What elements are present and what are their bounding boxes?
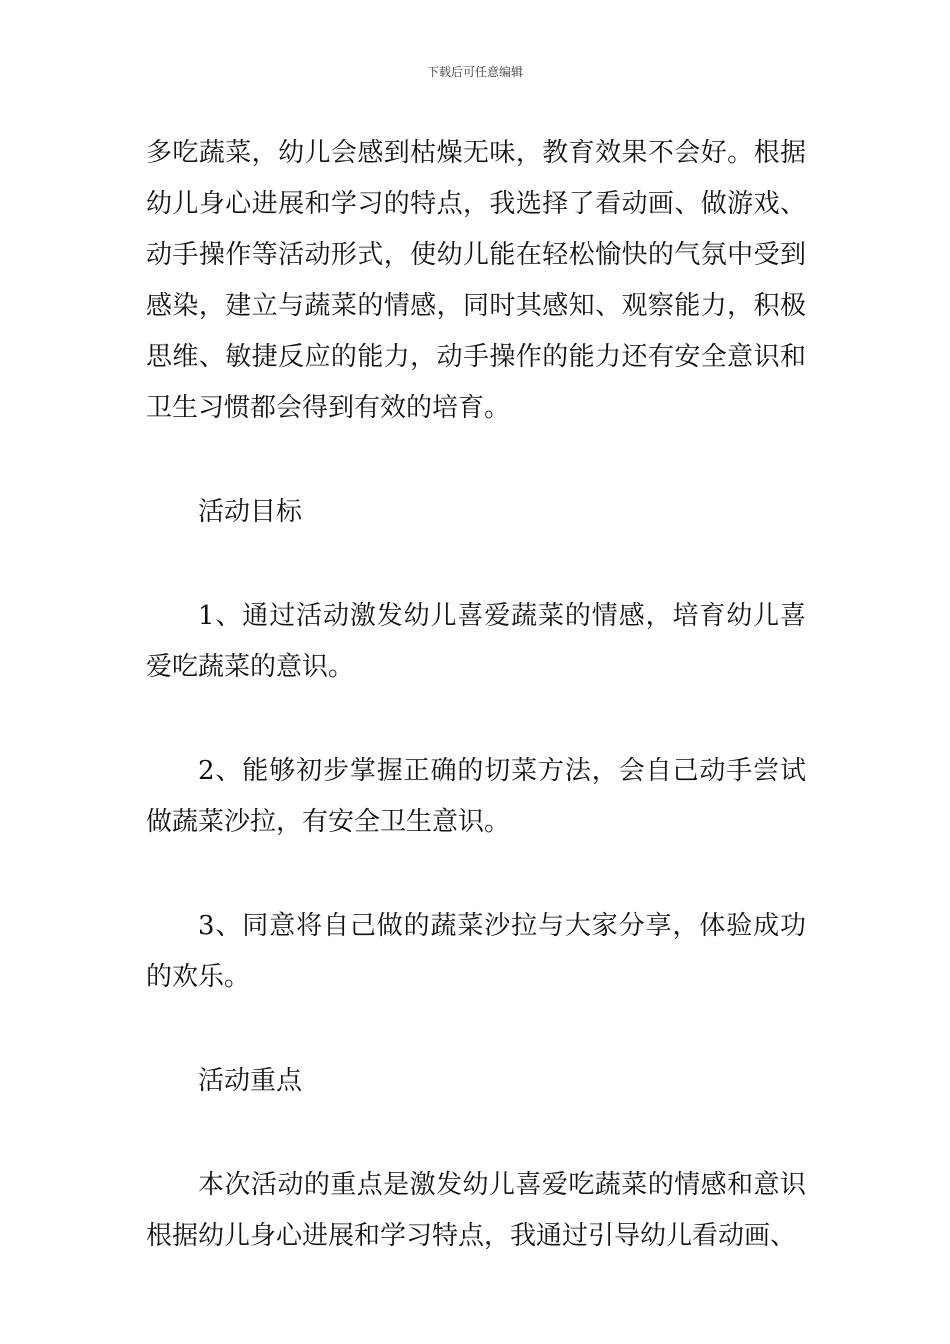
paragraph-gap (146, 538, 806, 591)
paragraph-intro: 多吃蔬菜，幼儿会感到枯燥无味，教育效果不会好。根据幼儿身心进展和学习的特点，我选择了看动画、做游戏、动手操作等活动形式，使幼儿能在轻松愉快的气氛中受到感染，建立与蔬菜的情感，同时其感知、观察能力，积极思维、敏捷反应的能力，动手操作的能力还有安全意识和卫生习惯都会得到有效的培育。 (146, 138, 806, 423)
document-body (146, 128, 806, 1262)
page-header-note: 下载后可任意编辑 (426, 65, 523, 79)
section-heading-goals: 活动目标 (198, 497, 303, 527)
paragraph-gap (146, 693, 806, 746)
goal-item-1: 1、通过活动激发幼儿喜爱蔬菜的情感，培育幼儿喜爱吃蔬菜的意识。 (146, 601, 806, 682)
goal-item-2: 2、能够初步掌握正确的切菜方法，会自己动手尝试做蔬菜沙拉，有安全卫生意识。 (146, 756, 806, 837)
paragraph-gap (146, 1107, 806, 1160)
paragraph-gap (146, 434, 806, 487)
paragraph-gap (146, 1003, 806, 1056)
section-heading-focus: 活动重点 (198, 1066, 303, 1096)
goal-item-3: 3、同意将自己做的蔬菜沙拉与大家分享，体验成功的欢乐。 (146, 911, 806, 992)
paragraph-gap (146, 848, 806, 901)
paragraph-focus: 本次活动的重点是激发幼儿喜爱吃蔬菜的情感和意识根据幼儿身心进展和学习特点，我通过引导幼儿看动画、 (146, 1170, 806, 1251)
